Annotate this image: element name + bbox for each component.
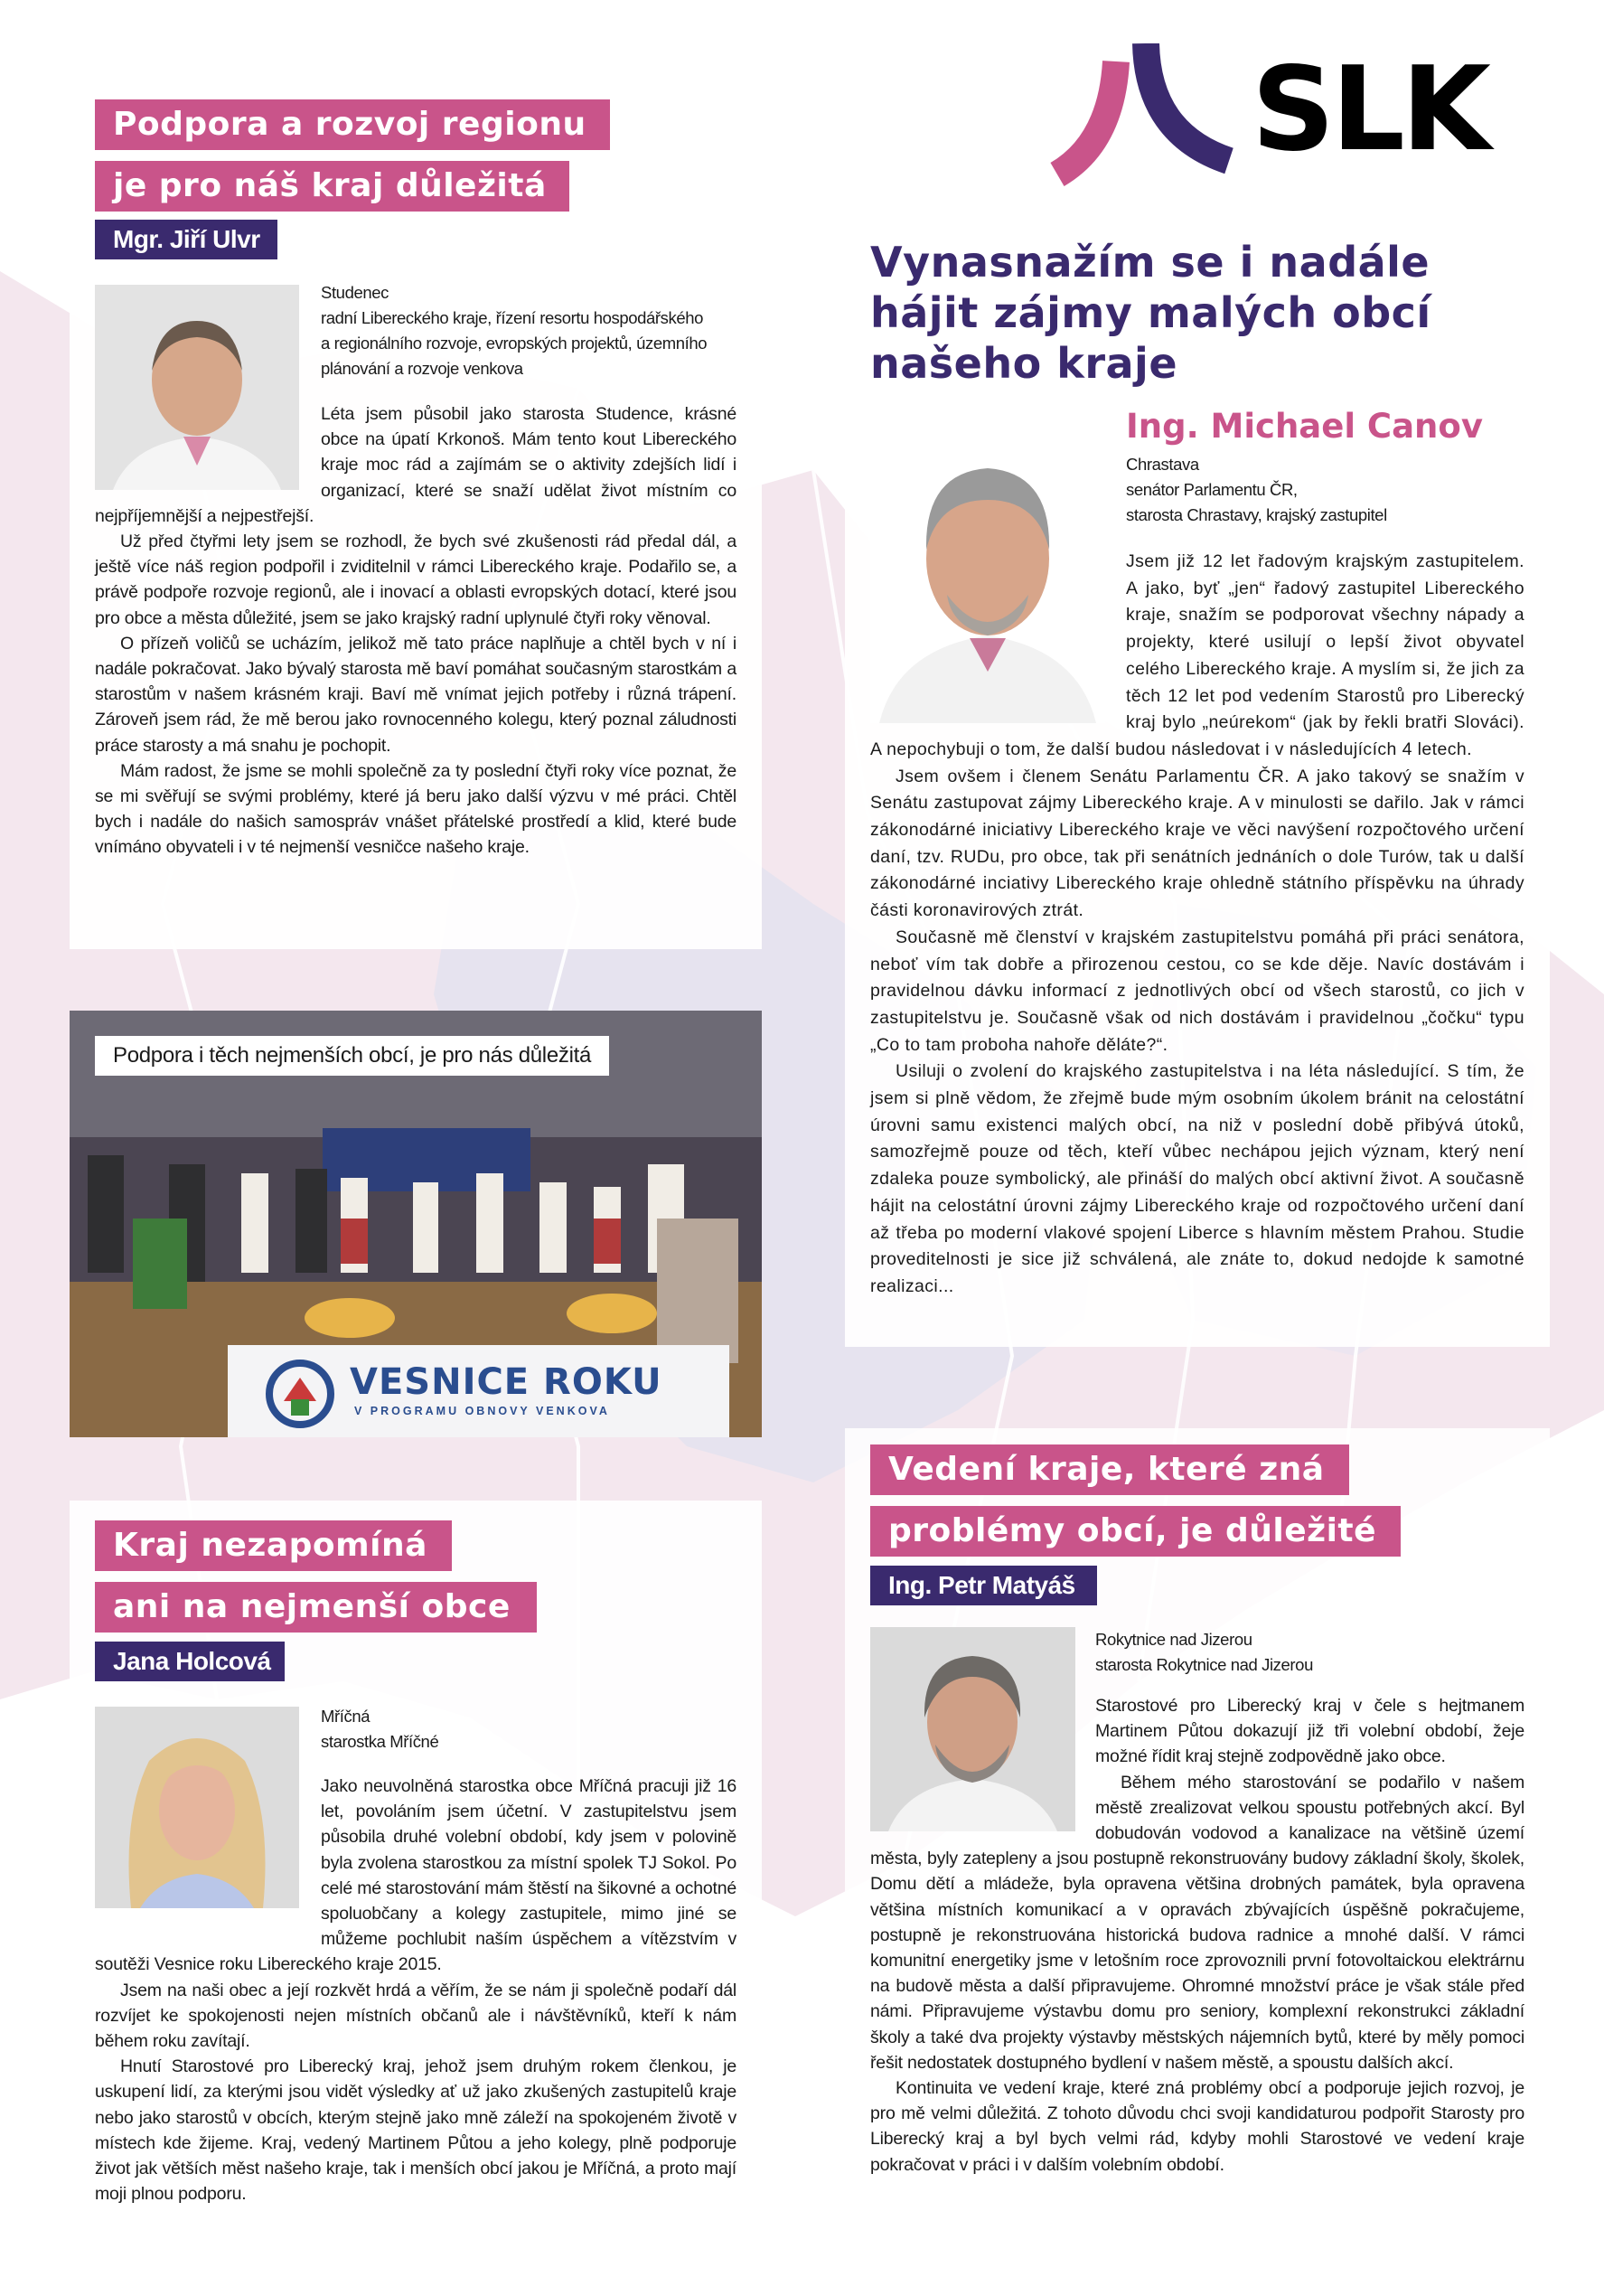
paragraph: Během mého starostování se podařilo v našem městě zrealizovat velkou spoustu potřebných akcí. Byl dobudován vodovod a kanalizace na většině území města, byly zatepleny a jsou postupně rekonstruovány budovy základní školy, školek, Domu dětí a mládeže, byla opravena většina drobných památek, byla opravena většina místních komunikací a v opravách zbývajících úspěšně pokračujeme, postupně je rekonstruována historická budova radnice a mnohé další. V rámci komunitní energetiky jsme v letošním roce zprovoznili první fotovoltaickou elektrárnu na budově města a další připravujeme. Ohromné množství práce je však stále před námi. Připravujeme výstavbu domu pro seniory, komplexní rekonstrukci základní školy a také dva projekty výstavby městských nájemních bytů, které by měly pomoci řešit nedostatek dostupného bydlení v našem městě, a spoustu dalších akcí. xyxy=(870,1772,1524,2073)
paragraph: Usiluji o zvolení do krajského zastupitelstva i na léta následující. S tím, že jsem si plně vědom, že zřejmě bude mým osobním úkolem bránit na celostátní úrovni samu existenci malých obcí, na niž v poslední době přibývá útoků, samozřejmě pouze od těch, kteří vůbec nechápou jejich význam, který není zdaleka pouze symbolický, ale přináší do malých obcí aktivní život. A současně hájit na celostátní úrovni zájmy Libereckého kraje od rozpočtového určení daní až třeba po moderní vlakové spojení Liberce s hlavním městem Prahou. Studie proveditelnosti je sice již schválená, ale znáte to, dokud nedojde k samotné realizaci... xyxy=(870,1061,1524,1296)
portrait-michael-canov xyxy=(870,423,1105,723)
bio-line: Mříčná xyxy=(321,1707,371,1726)
paragraph: Starostové pro Liberecký kraj v čele s hejtmanem Martinem Půtou dokazují již tři volební období, žeje možné řídit kraj stejně zodpovědně jako obce. xyxy=(1095,1696,1524,1767)
logo-arcs-icon xyxy=(1048,43,1247,193)
article-4-bio xyxy=(1095,1627,1313,1678)
title-line: hájit zájmy malých obcí xyxy=(870,288,1431,337)
paragraph: Jsem na naši obec a její rozkvět hrdá a věřím, že se nám ji společně podaří dál rozvíjet ke spokojenosti nejen místních občanů ale i návštěvníků, kteří k nám během roku zavítají. xyxy=(95,1980,736,2052)
article-1-author: Mgr. Jiří Ulvr xyxy=(95,220,277,259)
bio-line: radní Libereckého kraje, řízení resortu hospodářského xyxy=(321,308,704,327)
bio-line: a regionálního rozvoje, evropských projektů, územního xyxy=(321,334,708,353)
paragraph: Léta jsem působil jako starosta Studence, krásné obce na úpatí Krkonoš. Mám tento kout Libereckého kraje moc rád a zajímám se o aktivity zdejších lidí i organizací, které se snaží udělat život místním co nejpříjemnější a nejpestřejší. xyxy=(95,404,736,526)
paragraph: Hnutí Starostové pro Liberecký kraj, jehož jsem druhým rokem členkou, je uskupení lidí, za kterými jsou vidět výsledky ať už jako zkušených zastupitelů kraje nebo jako starostů v obcích, kterým stejně jako mně záleží na spokojeném životě v místech kde žijeme. Kraj, vedený Martinem Půtou a jeho kolegy, plně podporuje život jak větších měst našeho kraje, tak i menších obcí jakou je Mříčná, a proto mají moji plnou podporu. xyxy=(95,2056,736,2205)
article-1-bio xyxy=(321,280,707,381)
banner-subtitle: V PROGRAMU OBNOVY VENKOVA xyxy=(354,1405,610,1417)
article-2-author: Jana Holcová xyxy=(95,1642,285,1681)
article-2-title-line-1: Kraj nezapomíná xyxy=(95,1520,452,1571)
article-4-title-line-2: problémy obcí, je důležité xyxy=(870,1506,1401,1557)
paragraph: O přízeň voličů se ucházím, jelikož mě tato práce naplňuje a chtěl bych v ní i nadále pokračovat. Jako bývalý starosta mě baví pomáhat současným starostkám a starostům v našem krásném kraji. Baví mě vnímat jejich potřeby i různá trápení. Zároveň jsem rád, že mě berou jako rovnocenného kolegu, který poznal záludnosti práce starosty a má snahu je pochopit. xyxy=(95,633,736,756)
paragraph: Současně mě členství v krajském zastupitelstvu pomáhá při práci senátora, neboť vím tak dobře a přirozenou cestou, co se kde děje. Navíc dostávám i pravidelnou dávku informací z jednotlivých obcí od všech starostů, co jich v zastupitelstvu je. Současně však od nich dostávám i pravidelnou „čočku“ typu „Co to tam proboha nahoře děláte?“. xyxy=(870,927,1524,1055)
article-3-author: Ing. Michael Canov xyxy=(1126,407,1483,446)
bio-line: Chrastava xyxy=(1126,455,1199,474)
paragraph: Kontinuita ve vedení kraje, které zná problémy obcí a podporuje jejich rozvoj, je pro mě velmi důležitá. Z tohoto důvodu chci svoji kandidaturou podpořit Starosty pro Liberecký kraj a byl bych velmi rád, kdyby mohli Starostové ve vedení kraje pokračovat v práci i v dalším volebním období. xyxy=(870,2078,1524,2175)
portrait-petr-matyas xyxy=(870,1627,1075,1831)
bio-line: Rokytnice nad Jizerou xyxy=(1095,1630,1252,1649)
article-4-author: Ing. Petr Matyáš xyxy=(870,1566,1097,1605)
logo-text: SLK xyxy=(1252,42,1487,177)
vesnice-roku-banner xyxy=(228,1345,729,1437)
article-1-title-line-1: Podpora a rozvoj regionu xyxy=(95,99,610,150)
bio-line: senátor Parlamentu ČR, xyxy=(1126,480,1298,499)
paragraph: Už před čtyřmi lety jsem se rozhodl, že bych své zkušenosti rád předal dál, a ještě více náš region podpořil i zviditelnil v rámci Libereckého kraje. Podařilo se, a právě podpoře rozvoje regionů, ale i inovací a oblasti evropských dotací, které jsou pro obce a města důležité, jsem se jako krajský radní uplynulé čtyři roky věnoval. xyxy=(95,532,736,628)
article-4-title-line-1: Vedení kraje, které zná xyxy=(870,1444,1349,1495)
bio-line: plánování a rozvoje venkova xyxy=(321,359,523,378)
paragraph: Jako neuvolněná starostka obce Mříčná pracuji již 16 let, povoláním jsem účetní. V zastupitelstvu jsem působila druhé volební období, kdy jsem v polovině byla zvolena starostkou za místní spolek TJ Sokol. Po celé mé starostování mám štěstí na šikovné a ochotné spoluobčany a kolegy zastupitele, mimo jiné se můžeme pochlubit naším úspěchem a vítězstvím v soutěži Vesnice roku Libereckého kraje 2015. xyxy=(95,1776,736,1975)
article-3-title xyxy=(870,237,1431,389)
portrait-jana-holcova xyxy=(95,1707,299,1908)
title-line: Vynasnažím se i nadále xyxy=(870,238,1430,287)
photo-caption: Podpora i těch nejmenších obcí, je pro nás důležitá xyxy=(95,1036,609,1076)
event-photo-folk-ensemble xyxy=(70,1011,762,1437)
title-line: našeho kraje xyxy=(870,339,1178,388)
article-3-bio xyxy=(1126,452,1387,528)
bio-line: Studenec xyxy=(321,283,389,302)
vesnice-roku-emblem-icon xyxy=(264,1358,336,1430)
portrait-jiri-ulvr xyxy=(95,285,299,490)
bio-line: starosta Chrastavy, krajský zastupitel xyxy=(1126,505,1387,524)
article-2-bio xyxy=(321,1704,438,1755)
article-1-title-line-2: je pro náš kraj důležitá xyxy=(95,161,569,212)
slk-logo xyxy=(1048,43,1509,193)
article-2-title-line-2: ani na nejmenší obce xyxy=(95,1582,537,1633)
banner-title: VESNICE ROKU xyxy=(350,1361,662,1403)
paragraph: Jsem již 12 let řadovým krajským zastupitelem. A jako, byť „jen“ řadový zastupitel Libereckého kraje, snažím se podporovat všechny nápady a projekty, které usilují o lepší život obyvatel celého Libereckého kraje. A myslím si, že jich za těch 12 let pod vedením Starostů pro Liberecký kraj bylo „neúrekom“ (jak by řekli bratři Slováci). A nepochybuji o tom, že další budou následovat i v následujících 4 letech. xyxy=(870,551,1524,759)
paragraph: Jsem ovšem i členem Senátu Parlamentu ČR. A jako takový se snažím v Senátu zastupovat zájmy Libereckého kraje. A v minulosti se dařilo. Jak v rámci zákonodárné iniciativy Libereckého kraje ve věci navýšení rozpočtového určení daní, tzv. RUDu, pro obce, tak při senátních jednáních o dole Turów, tak u další zákonodárné inciativy Libereckého kraje ohledně státního příspěvku na úhrady části koronavirových ztrát. xyxy=(870,766,1524,921)
bio-line: starosta Rokytnice nad Jizerou xyxy=(1095,1655,1313,1674)
paragraph: Mám radost, že jsme se mohli společně za ty poslední čtyři roky více poznat, že se mi svěřují se svými problémy, které já beru jako další výzvu v mé práci. Chtěl bych i nadále do našich samospráv vnášet přátelské prostředí a klid, které bude vnímáno obyvateli i v té nejmenší vesničce našeho kraje. xyxy=(95,760,736,858)
bio-line: starostka Mříčné xyxy=(321,1732,439,1751)
